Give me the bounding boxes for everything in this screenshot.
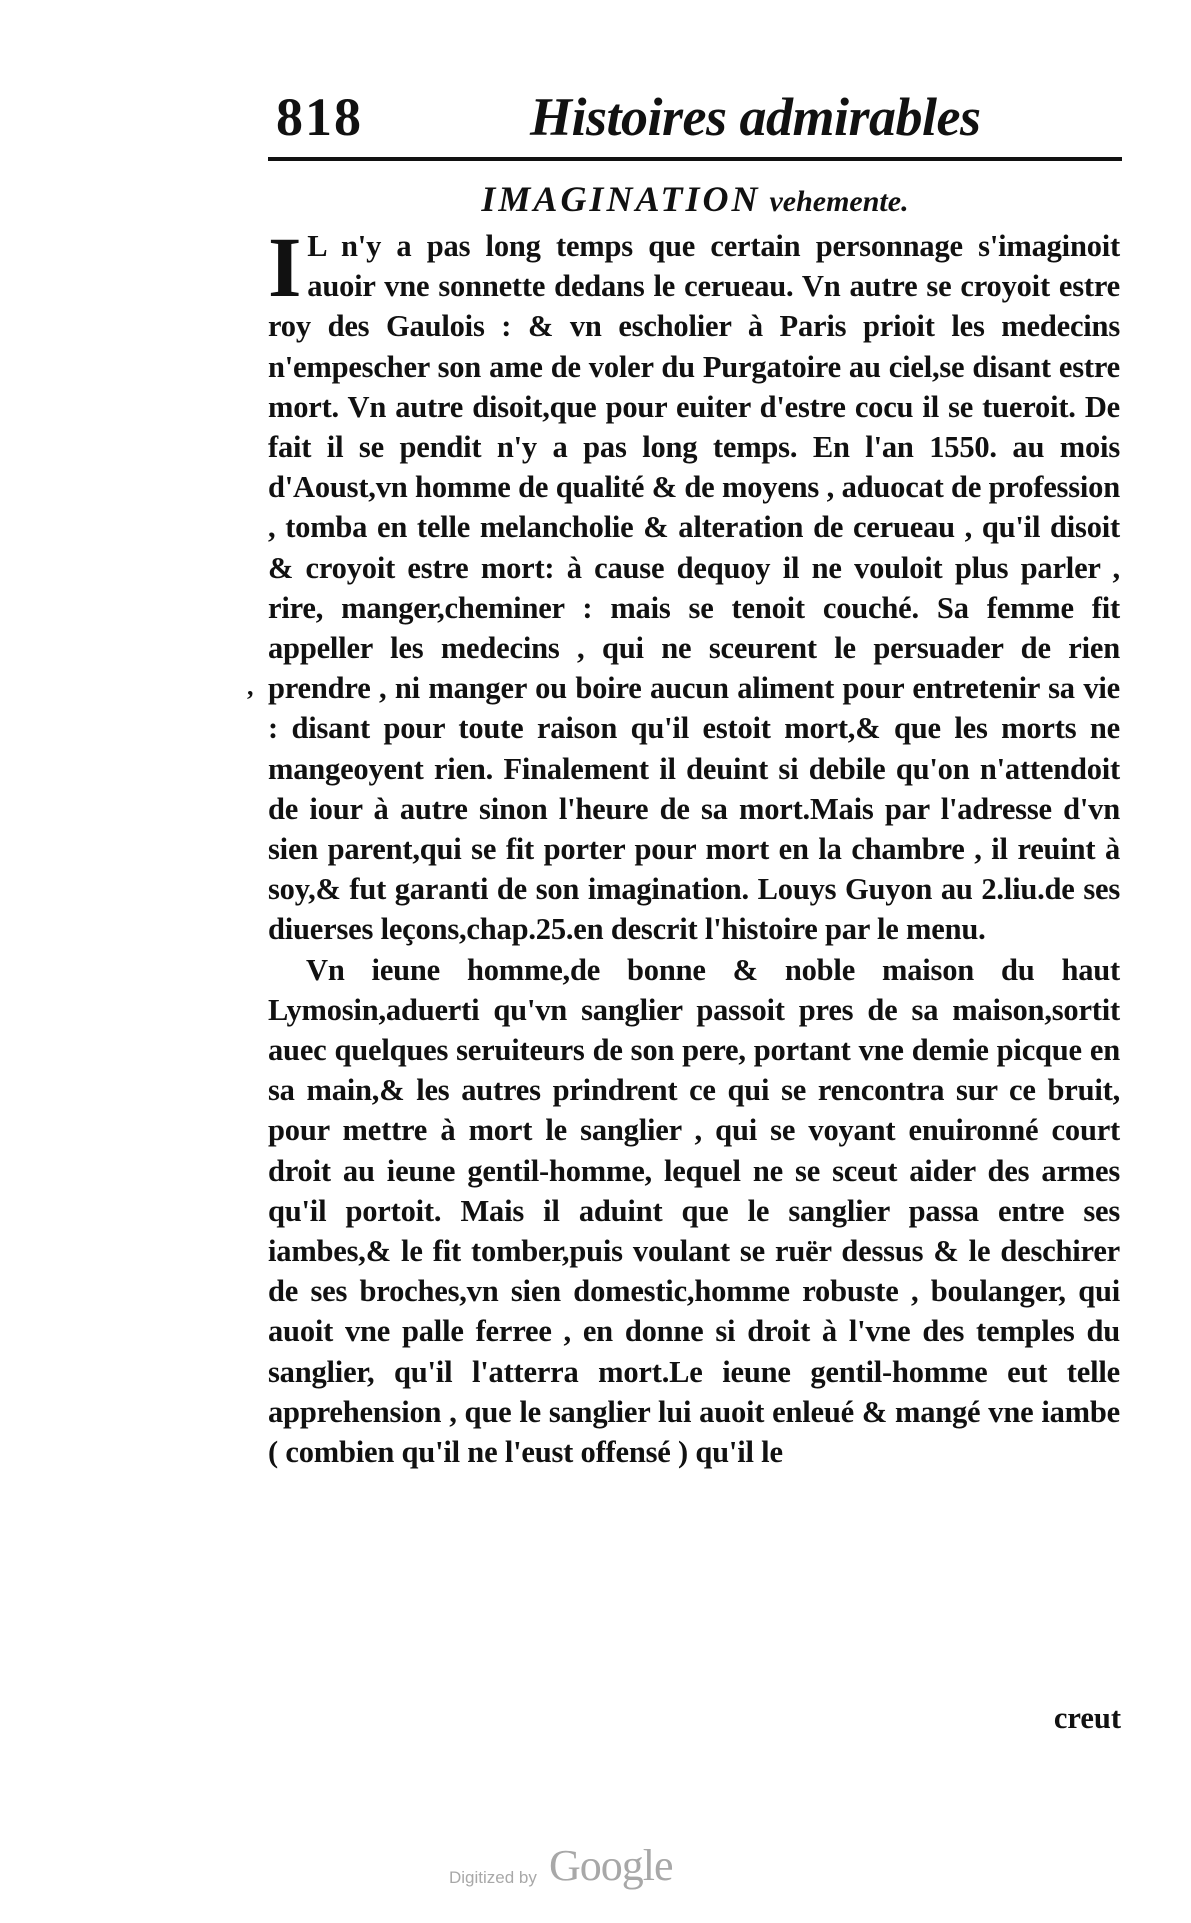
paragraph-imagination: IL n'y a pas long temps que certain personnage s'imaginoit auoir vne sonnette dedans le cerueau. Vn autre se croyoit estre roy des Gaulois : & vn escholier à Paris prioit les medecins n'empescher son ame de voler du Purgatoire au ciel,se disant estre mort. Vn autre disoit,que pour euiter d'estre cocu il se tueroit. De fait il se pendit n'y a pas long temps. En l'an 1550. au mois d'Aoust,vn homme de qualité & de moyens , aduocat de profession , tomba en telle melancholie & alteration de cerueau , qu'il disoit & croyoit estre mort: à cause dequoy il ne vouloit plus parler , rire, manger,cheminer : mais se tenoit couché. Sa femme fit appeller les medecins , qui ne sceurent le persuader de rien prendre , ni manger ou boire aucun aliment pour entretenir sa vie : disant pour toute raison qu'il estoit mort,& que les morts ne mangeoyent rien. Finalement il deuint si debile qu'on n'attendoit de iour à autre sinon l'heure de sa mort.Mais par l'adresse d'vn sien parent,qui se fit porter pour mort en la chambre , il reuint à soy,& fut garanti de son imagination. Louys Guyon au 2.liu.de ses diuerses leçons,chap.25.en descrit l'histoire par le menu. [268, 219, 1120, 947]
section-heading-caps: IMAGINATION [481, 179, 761, 219]
section-heading [268, 178, 1122, 220]
running-title: Histoires admirables [530, 87, 981, 147]
catchword: creut [1053, 1701, 1121, 1735]
margin-mark: , [247, 672, 254, 701]
body-text [268, 219, 1120, 1472]
header-rule [268, 157, 1122, 161]
watermark-prefix: Digitized by [449, 1868, 537, 1887]
digitized-by-google-watermark [449, 1840, 749, 1900]
google-logo: Google [549, 1841, 673, 1890]
running-head [268, 82, 1125, 152]
section-heading-tail: vehemente. [769, 185, 909, 218]
page-number: 818 [276, 87, 363, 147]
paragraph-sanglier: Vn ieune homme,de bonne & noble maison du haut Lymosin,aduerti qu'vn sanglier passoit pres de sa maison,sortit auec quelques seruiteurs de son pere, portant vne demie picque en sa main,& les autres prindrent ce qui se rencontra sur ce bruit, pour mettre à mort le sanglier , qui se voyant enuironné court droit au ieune gentil-homme, lequel ne se sceut aider des armes qu'il portoit. Mais il aduint que le sanglier passa entre ses iambes,& le fit tomber,puis voulant se ruër dessus & le deschirer de ses broches,vn sien domestic,homme robuste , boulanger, qui auoit vne palle ferree , en donne si droit à l'vne des temples du sanglier, qu'il l'atterra mort.Le ieune gentil-homme eut telle apprehension , que le sanglier lui auoit enleué & mangé vne iambe ( combien qu'il ne l'eust offensé ) qu'il le [268, 952, 1120, 1470]
